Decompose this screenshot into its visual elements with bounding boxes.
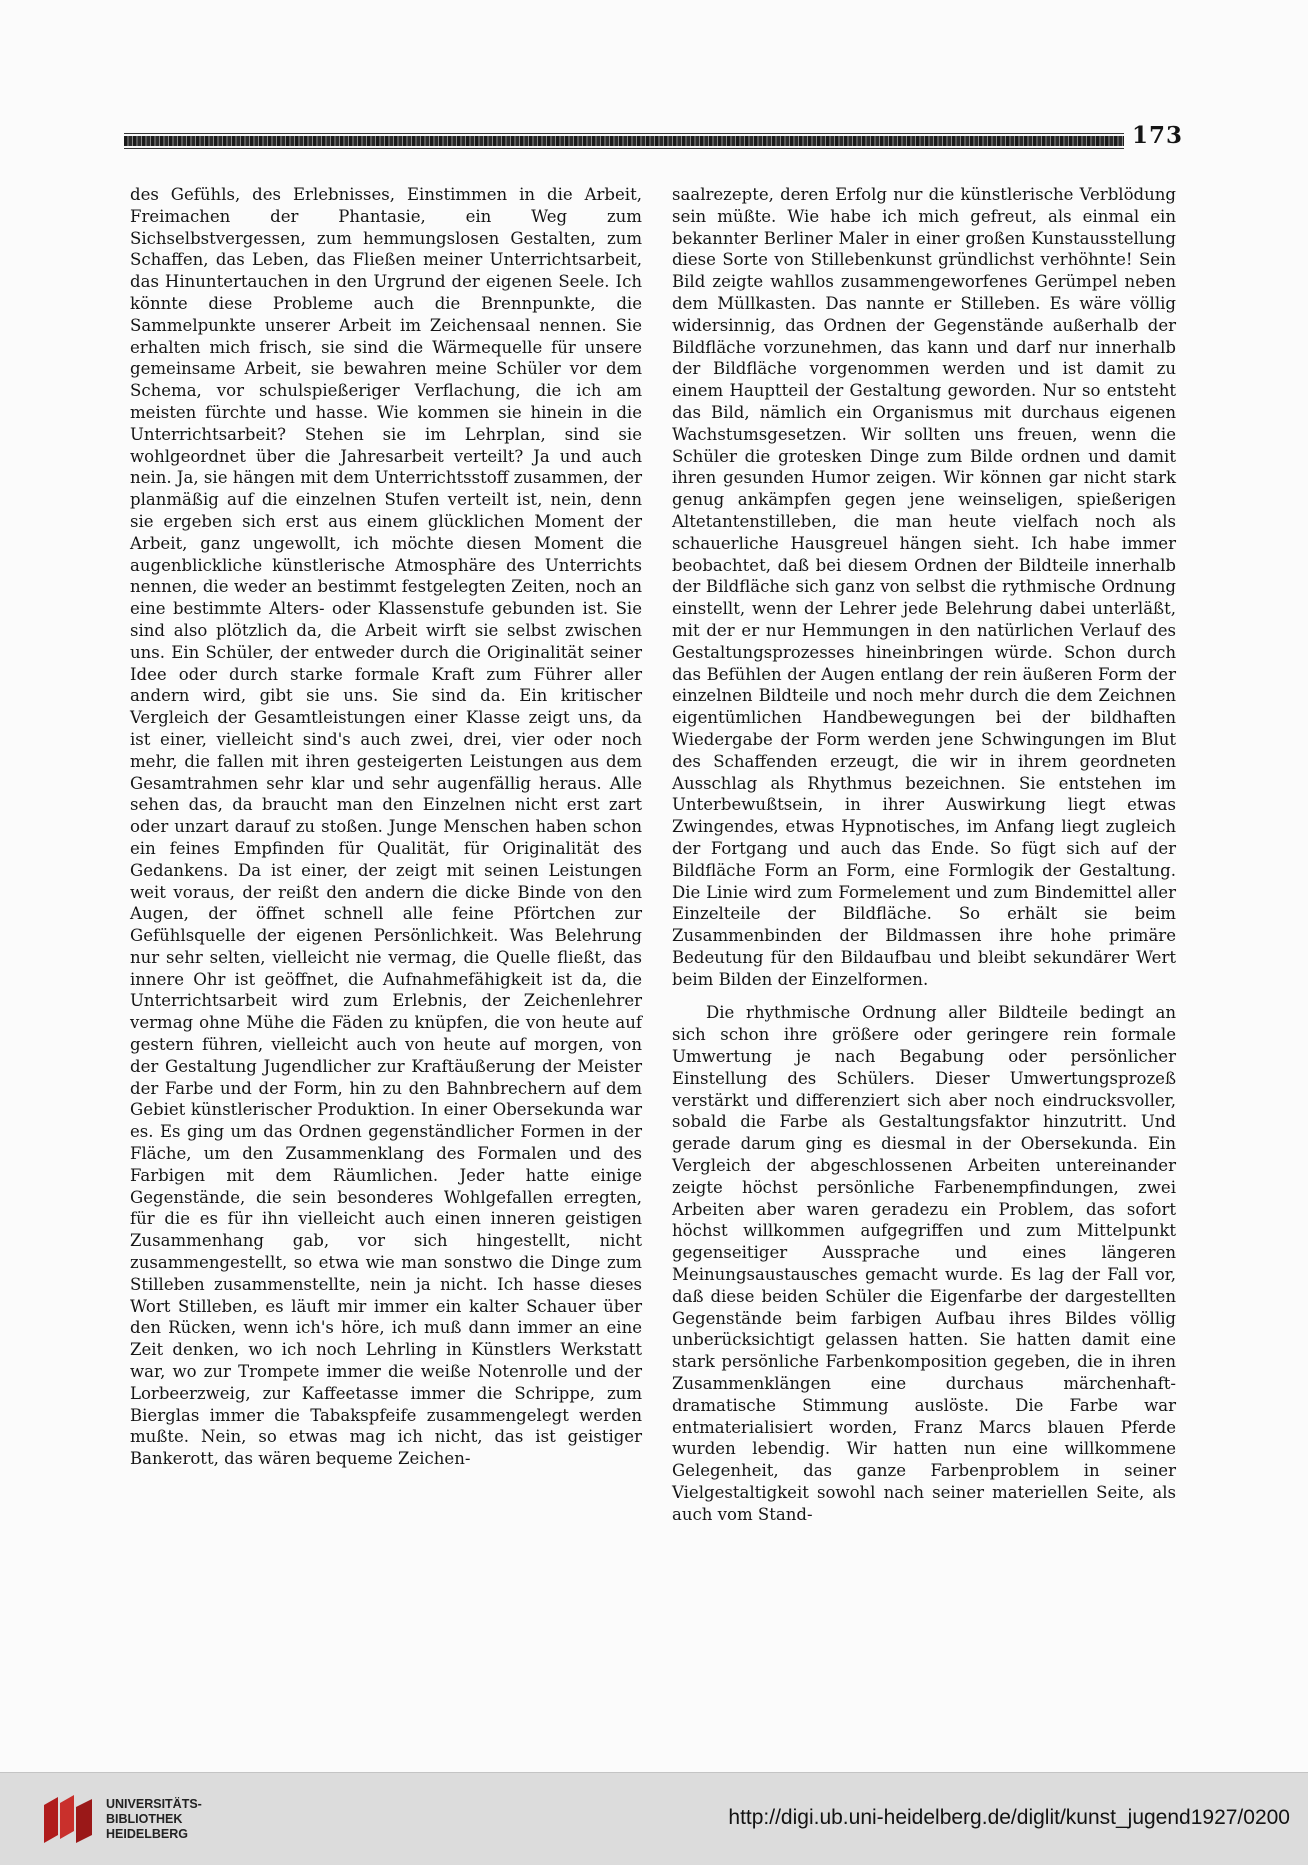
- right-paragraph-2: Die rhythmische Ordnung aller Bildteile bedingt an sich schon ihre größere oder geringere rein formale Umwertung je nach Begabung oder persönlicher Einstellung des Schülers. Dieser Umwertungsprozeß verstärkt und differenziert sich aber noch eindrucksvoller, sobald die Farbe als Gestaltungsfaktor hinzutritt. Und gerade darum ging es diesmal in der Obersekunda. Ein Vergleich der abgeschlossenen Arbeiten untereinander zeigte höchst persönliche Farbenempfindungen, zwei Arbeiten aber waren geradezu ein Problem, das sofort höchst willkommen aufgegriffen und zum Mittelpunkt gegenseitiger Aussprache und eines längeren Meinungsaustausches gemacht wurde. Es lag der Fall vor, daß diese beiden Schüler die Eigenfarbe der dargestellten Gegenstände beim farbigen Aufbau ihres Bildes völlig unberücksichtigt gelassen hatten. Sie hatten damit eine stark persönliche Farbenkomposition gegeben, die in ihren Zusammenklängen eine durchaus märchenhaft-dramatische Stimmung auslöste. Die Farbe war entmaterialisiert worden, Franz Marcs blauen Pferde wurden lebendig. Wir hatten nun eine willkommene Gelegenheit, das ganze Farbenproblem in seiner Vielgestaltigkeit sowohl nach seiner materiellen Seite, als auch vom Stand-: [672, 1003, 1176, 1524]
- left-column-text: des Gefühls, des Erlebnisses, Einstimmen in die Arbeit, Freimachen der Phantasie, ein Weg zum Sichselbstvergessen, zum hemmungslosen Gestalten, zum Schaffen, das Leben, das Fließen meiner Unterrichtsarbeit, das Hinuntertauchen in den Urgrund der eigenen Seele. Ich könnte diese Probleme auch die Brennpunkte, die Sammelpunkte unserer Arbeit im Zeichensaal nennen. Sie erhalten mich frisch, sie sind die Wärmequelle für unsere gemeinsame Arbeit, sie bewahren meine Schüler vor dem Schema, vor schulspießeriger Verflachung, die ich am meisten fürchte und hasse. Wie kommen sie hinein in die Unterrichtsarbeit? Stehen sie im Lehrplan, sind sie wohlgeordnet über die Jahresarbeit verteilt? Ja und auch nein. Ja, sie hängen mit dem Unterrichtsstoff zusammen, der planmäßig auf die einzelnen Stufen verteilt ist, nein, denn sie ergeben sich erst aus einem glücklichen Moment der Arbeit, ganz ungewollt, ich möchte diesen Moment die augenblickliche künstlerische Atmosphäre des Unterrichts nennen, die weder an bestimmt festgelegten Zeiten, noch an eine bestimmte Alters- oder Klassenstufe gebunden ist. Sie sind also plötzlich da, die Arbeit wirft sie selbst zwischen uns. Ein Schüler, der entweder durch die Originalität seiner Idee oder durch starke formale Kraft zum Führer aller andern wird, gibt sie uns. Sie sind da. Ein kritischer Vergleich der Gesamtleistungen einer Klasse zeigt uns, da ist einer, vielleicht sind's auch zwei, drei, vier oder noch mehr, die fallen mit ihren gesteigerten Leistungen aus dem Gesamtrahmen sehr klar und sehr augenfällig heraus. Alle sehen das, da braucht man den Einzelnen nicht erst zart oder unzart darauf zu stoßen. Junge Menschen haben schon ein feines Empfinden für Qualität, für Originalität des Gedankens. Da ist einer, der zeigt mit seinen Leistungen weit voraus, der reißt den andern die dicke Binde von den Augen, der öffnet schnell alle feine Pförtchen zur Gefühlsquelle der eigenen Persönlichkeit. Was Belehrung nur sehr selten, vielleicht nie vermag, die Quelle fließt, das innere Ohr ist geöffnet, die Aufnahmefähigkeit ist da, die Unterrichtsarbeit wird zum Erlebnis, der Zeichenlehrer vermag ohne Mühe die Fäden zu knüpfen, die von heute auf gestern führen, vielleicht auch von heute auf morgen, von der Gestaltung Jugendlicher zur Kraftäußerung der Meister der Farbe und der Form, hin zu den Bahnbrechern auf dem Gebiet künstlerischer Produktion. In einer Obersekunda war es. Es ging um das Ordnen gegenständlicher Formen in der Fläche, um den Zusammenklang des Formalen und des Farbigen mit dem Räumlichen. Jeder hatte einige Gegenstände, die sein besonderes Wohlgefallen erregten, für die es für ihn vielleicht auch einen inneren geistigen Zusammenhang gab, vor sich hingestellt, nicht zusammengestellt, so etwa wie man sonstwo die Dinge zum Stilleben zusammenstellte, nein ja nicht. Ich hasse dieses Wort Stilleben, es läuft mir immer ein kalter Schauer über den Rücken, wenn ich's höre, ich muß dann immer an eine Zeit denken, wo ich noch Lehrling in Künstlers Werkstatt war, wo zur Trompete immer die weiße Notenrolle und der Lorbeerzweig, zur Kaffeetasse immer die Schrippe, zum Bierglas immer die Tabakspfeife zusammengelegt werden mußte. Nein, so etwas mag ich nicht, das ist geistiger Bankerott, das wären bequeme Zeichen-: [130, 185, 642, 1469]
- library-name[interactable]: [106, 1797, 202, 1842]
- library-name-line-2: BIBLIOTHEK: [106, 1812, 183, 1826]
- page-number: 173: [1132, 122, 1184, 149]
- library-name-line-1: UNIVERSITÄTS-: [106, 1797, 202, 1811]
- right-column: [672, 184, 1176, 1526]
- library-logo-icon[interactable]: [40, 1793, 96, 1847]
- header-rule: [124, 136, 1124, 146]
- right-paragraph-1: saalrezepte, deren Erfolg nur die künstlerische Verblödung sein müßte. Wie habe ich mich gefreut, als einmal ein bekannter Berliner Maler in einer großen Kunstausstellung diese Sorte von Stillebenkunst gründlichst verhöhnte! Sein Bild zeigte wahllos zusammengeworfenes Gerümpel neben dem Müllkasten. Das nannte er Stilleben. Es wäre völlig widersinnig, das Ordnen der Gegenstände außerhalb der Bildfläche vorzunehmen, das kann und darf nur innerhalb der Bildfläche vorgenommen werden und ist damit zu einem Hauptteil der Gestaltung geworden. Nur so entsteht das Bild, nämlich ein Organismus mit durchaus eigenen Wachstumsgesetzen. Wir sollten uns freuen, wenn die Schüler die grotesken Dinge zum Bilde ordnen und damit ihren gesunden Humor zeigen. Wir können gar nicht stark genug ankämpfen gegen jene weinseligen, spießerigen Altetantenstilleben, die man heute vielfach noch als schauerliche Hausgreuel hängen sieht. Ich habe immer beobachtet, daß bei diesem Ordnen der Bildteile innerhalb der Bildfläche sich ganz von selbst die rythmische Ordnung einstellt, wenn der Lehrer jede Belehrung dabei unterläßt, mit der er nur Hemmungen in den natürlichen Verlauf des Gestaltungsprozesses hineinbringen würde. Schon durch das Befühlen der Augen entlang der rein äußeren Form der einzelnen Bildteile und noch mehr durch die dem Zeichnen eigentümlichen Handbewegungen bei der bildhaften Wiedergabe der Form werden jene Schwingungen im Blut des Schaffenden erzeugt, die wir in ihrem geordneten Ausschlag als Rhythmus bezeichnen. Sie entstehen im Unterbewußtsein, in ihrer Auswirkung liegt etwas Zwingendes, etwas Hypnotisches, im Anfang liegt zugleich der Fortgang und auch das Ende. So fügt sich auf der Bildfläche Form an Form, eine Formlogik der Gestaltung. Die Linie wird zum Formelement und zum Bindemittel aller Einzelteile der Bildfläche. So erhält sie beim Zusammenbinden der Bildmassen ihre hohe primäre Bedeutung für den Bildaufbau und bleibt sekundärer Wert beim Bilden der Einzelformen.: [672, 185, 1176, 989]
- source-url-link[interactable]: http://digi.ub.uni-heidelberg.de/diglit/kunst_jugend1927/0200: [728, 1806, 1290, 1829]
- library-name-line-3: HEIDELBERG: [106, 1827, 188, 1841]
- footer-bar: [0, 1772, 1308, 1865]
- left-column: [130, 184, 642, 1470]
